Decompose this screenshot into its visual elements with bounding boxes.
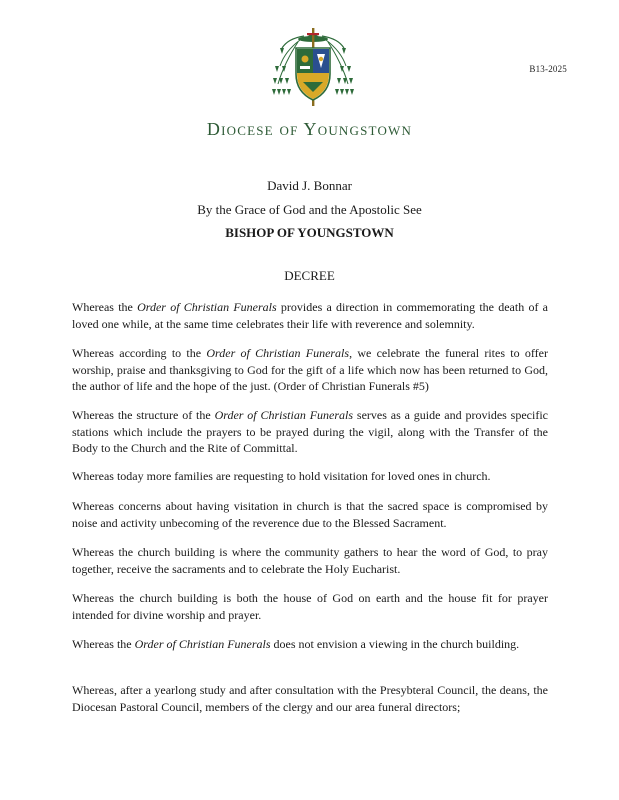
whereas-paragraph: Whereas concerns about having visitation in church is that the sacred space is compromised by noise and activity unbecoming of the reverence due to the Blessed Sacrament. [72, 499, 548, 530]
whereas-paragraph: Whereas according to the Order of Christian Funerals, we celebrate the funeral rites to offer worship, praise and thanksgiving to God for the gift of a life which now has been returned to God, the author of life and the hope of the just. (Order of Christian Funerals #5) [72, 346, 548, 393]
decree-heading: DECREE [284, 268, 335, 283]
diocesan-coat-of-arms-icon [270, 26, 356, 108]
diocese-title: Diocese of Youngstown [206, 119, 413, 139]
whereas-paragraph: Whereas today more families are requesting to hold visitation for loved ones in church. [72, 469, 491, 483]
bishop-title: BISHOP OF YOUNGSTOWN [225, 225, 394, 240]
whereas-paragraph: Whereas the Order of Christian Funerals provides a direction in commemorating the death of a loved one while, at the same time celebrates their life with reverence and solemnity. [72, 300, 548, 331]
whereas-paragraph: Whereas the structure of the Order of Christian Funerals serves as a guide and provides specific stations which include the prayers to be prayed during the vigil, along with the Transfer of the Body to the Church and the Rite of Committal. [72, 408, 548, 455]
bishop-name: David J. Bonnar [267, 178, 352, 193]
document-number: B13-2025 [529, 64, 567, 74]
whereas-paragraph: Whereas, after a yearlong study and after consultation with the Presybteral Council, the deans, the Diocesan Pastoral Council, members of the clergy and our area funeral directors; [72, 683, 548, 714]
whereas-paragraph: Whereas the church building is where the community gathers to hear the word of God, to pray together, receive the sacraments and to celebrate the Holy Eucharist. [72, 545, 548, 576]
whereas-paragraph: Whereas the church building is both the house of God on earth and the house fit for prayer intended for divine worship and prayer. [72, 591, 548, 622]
whereas-paragraph: Whereas the Order of Christian Funerals does not envision a viewing in the church building. [72, 637, 520, 651]
grace-line: By the Grace of God and the Apostolic See [197, 202, 422, 217]
